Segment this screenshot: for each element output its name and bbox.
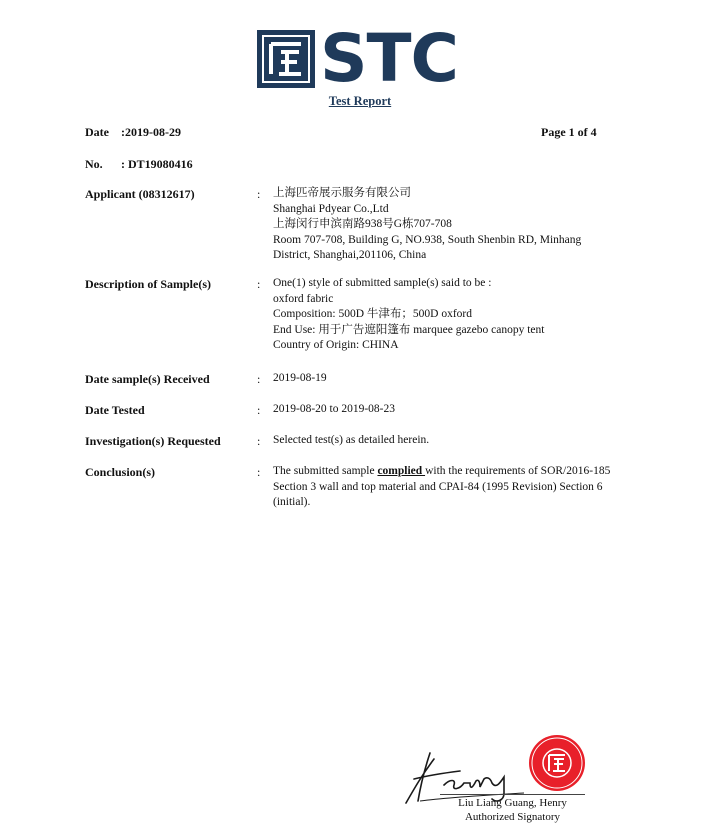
conclusion-value xyxy=(273,464,618,511)
conclusion-emphasis: complied xyxy=(377,465,426,477)
signature-line xyxy=(440,794,585,795)
stc-emblem-icon xyxy=(257,30,315,88)
description-line: Country of Origin: CHINA xyxy=(273,339,399,351)
conclusion-label: Conclusion(s) xyxy=(85,465,156,479)
date-received-value: 2019-08-19 xyxy=(273,372,327,384)
date-received-colon: : xyxy=(257,372,261,386)
report-title: Test Report xyxy=(328,94,392,108)
conclusion-text-after: with the requirements of SOR/2016-185 Section 3 wall and top material and CPAI-84 (1995 Revision) Section 6 (initial). xyxy=(273,465,611,508)
applicant-line: District, Shanghai,201106, China xyxy=(273,249,427,261)
company-seal-icon xyxy=(527,733,587,793)
description-line: End Use: 用于广告遮阳篷布 marquee gazebo canopy tent xyxy=(273,323,545,336)
description-line: oxford fabric xyxy=(273,292,334,305)
description-value xyxy=(273,276,623,354)
applicant-line: 上海匹帝展示服务有限公司 xyxy=(273,187,411,199)
report-number-value: : DT19080416 xyxy=(121,157,193,171)
page-number: Page 1 of 4 xyxy=(541,125,597,139)
signatory-name: Liu Liang Guang, Henry xyxy=(458,797,567,809)
logo-text: STC xyxy=(320,20,458,97)
stc-logo xyxy=(257,20,469,97)
investigation-label: Investigation(s) Requested xyxy=(85,434,221,448)
date-tested-colon: : xyxy=(257,403,261,417)
description-line: One(1) style of submitted sample(s) said to be : xyxy=(273,277,492,289)
signatory-title: Authorized Signatory xyxy=(464,811,560,823)
date-tested-label: Date Tested xyxy=(85,403,145,417)
conclusion-text-before: The submitted sample xyxy=(273,465,378,477)
date-received-label: Date sample(s) Received xyxy=(85,372,210,386)
conclusion-colon: : xyxy=(257,465,261,479)
description-line: Composition: 500D 牛津布；500D oxford xyxy=(273,308,473,320)
date-value: :2019-08-29 xyxy=(121,125,181,139)
applicant-value xyxy=(273,186,623,264)
applicant-line: 上海闵行申滨南路938号G栋707-708 xyxy=(273,218,452,230)
applicant-line: Shanghai Pdyear Co.,Ltd xyxy=(273,202,389,215)
applicant-colon: : xyxy=(257,187,261,201)
description-label: Description of Sample(s) xyxy=(85,277,211,291)
report-number-label: No. xyxy=(85,157,103,171)
date-label: Date xyxy=(85,125,109,139)
investigation-colon: : xyxy=(257,434,261,448)
date-tested-value: 2019-08-20 to 2019-08-23 xyxy=(273,403,396,415)
applicant-line: Room 707-708, Building G, NO.938, South Shenbin RD, Minhang xyxy=(273,233,582,246)
investigation-value: Selected test(s) as detailed herein. xyxy=(273,434,430,446)
applicant-label: Applicant (08312617) xyxy=(85,187,195,201)
description-colon: : xyxy=(257,277,261,291)
